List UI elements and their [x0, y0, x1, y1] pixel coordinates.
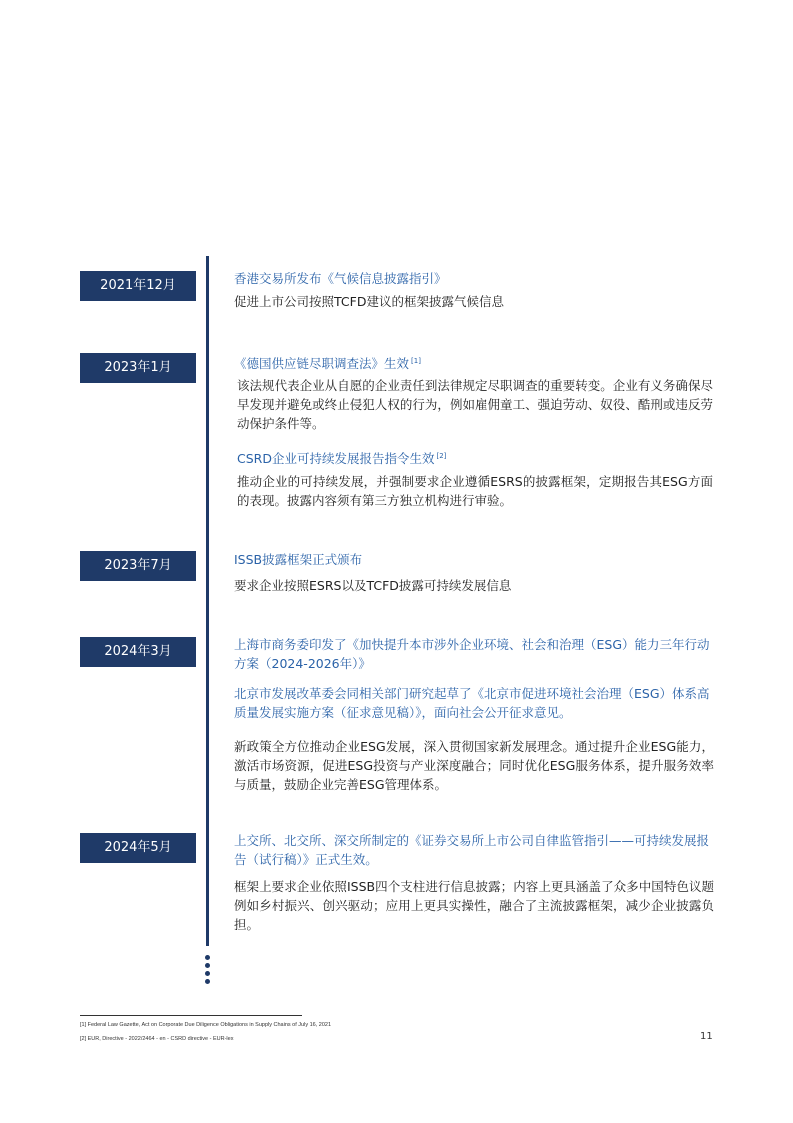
date-label: 2024年5月 [80, 833, 196, 863]
entry-body: 新政策全方位推动企业ESG发展，深入贯彻国家新发展理念。通过提升企业ESG能力，激活市场资源，促进ESG投资与产业深度融合；同时优化ESG服务体系，提升服务效率与质量，鼓励企业完善ESG管理体系。 [234, 739, 714, 792]
date-label: 2023年1月 [80, 353, 196, 383]
footnote-2: [2] EUR, Directive - 2022/2464 - en - CSRD directive - EUR-lex [80, 1036, 234, 1042]
footnote-1: [1] Federal Law Gazette, Act on Corporate Due Diligence Obligations in Supply Chains of July 16, 2021 [80, 1022, 332, 1028]
entry-body: 该法规代表企业从自愿的企业责任到法律规定尽职调查的重要转变。企业有义务确保尽早发现并避免或终止侵犯人权的行为，例如雇佣童工、强迫劳动、奴役、酷刑或违反劳动保护条件等。 [237, 378, 713, 431]
entry-heading: ISSB披露框架正式颁布 [234, 552, 363, 567]
footnote-ref: [1] [411, 357, 421, 365]
entry-body: 框架上要求企业依照ISSB四个支柱进行信息披露；内容上更具涵盖了众多中国特色议题例如乡村振兴、创兴驱动；应用上更具实操性，融合了主流披露框架，减少企业披露负担。 [234, 879, 714, 932]
date-label: 2023年7月 [80, 551, 196, 581]
entry-body: 推动企业的可持续发展，并强制要求企业遵循ESRS的披露框架，定期报告其ESG方面的表现。披露内容须有第三方独立机构进行审验。 [237, 474, 713, 508]
entry-heading: 香港交易所发布《气候信息披露指引》 [234, 271, 447, 286]
continuation-dots [205, 955, 210, 987]
timeline-line [206, 256, 209, 946]
footnote-ref: [2] [436, 452, 447, 460]
entry-heading: 上交所、北交所、深交所制定的《证券交易所上市公司自律监管指引——可持续发展报告（试行稿）》正式生效。 [234, 833, 710, 867]
page-number: 11 [700, 1031, 713, 1042]
entry-heading: 《德国供应链尽职调查法》生效 [1] [234, 356, 421, 372]
entry-body: 要求企业按照ESRS以及TCFD披露可持续发展信息 [234, 578, 512, 593]
date-label: 2024年3月 [80, 637, 196, 667]
entry-heading: CSRD企业可持续发展报告指令生效 [2] [237, 451, 447, 467]
entry-heading: 上海市商务委印发了《加快提升本市涉外企业环境、社会和治理（ESG）能力三年行动方案（2024-2026年）》 [234, 637, 710, 671]
date-label: 2021年12月 [80, 271, 196, 301]
entry-body: 促进上市公司按照TCFD建议的框架披露气候信息 [234, 294, 504, 309]
footnote-divider [80, 1015, 302, 1016]
entry-heading: 北京市发展改革委会同相关部门研究起草了《北京市促进环境社会治理（ESG）体系高质量发展实施方案（征求意见稿）》，面向社会公开征求意见。 [234, 686, 710, 720]
